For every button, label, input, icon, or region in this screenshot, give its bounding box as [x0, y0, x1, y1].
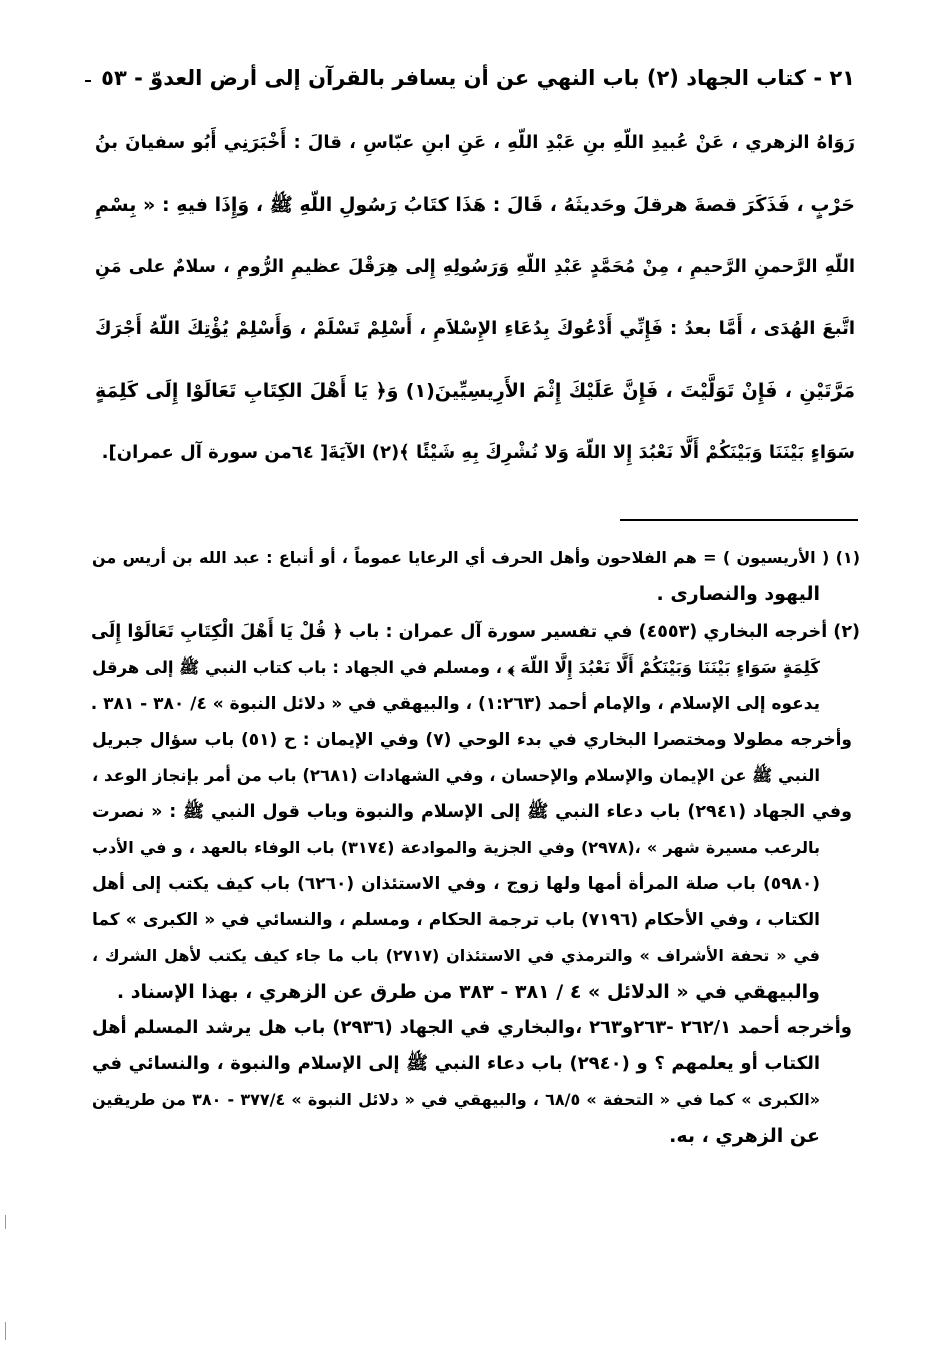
footnote-line: «الكبرى » كما في « التحفة » ٦٨/٥ ، والبيهقي في « دلائل النبوة » ٣٧٧/٤ - ٣٨٠ من طريقين [92, 1090, 821, 1109]
text-line: رَوَاهُ الزهري ، عَنْ عُبيدِ اللّهِ بنِ عَبْدِ اللّهِ ، عَنِ ابنِ عبّاسِ ، قالَ : أَخْبَرَنِي أَبُو سفيانَ بنُ [95, 132, 855, 153]
footnote-line: الكتاب أو يعلمهم ؟ و (٢٩٤٠) باب دعاء النبي ﷺ إلى الإسلام والنبوة ، والنسائي في [92, 1053, 820, 1074]
header-title: ٢١ - كتاب الجهاد (٢) باب النهي عن أن يسافر بالقرآن إلى أرض العدوّ - ٥٣ [101, 66, 855, 90]
text-line: اللّهِ الرَّحمنِ الرَّحيمِ ، مِنْ مُحَمَّدٍ عَبْدِ اللّهِ وَرَسُولِهِ إِلى هِرَقْلَ عظيمِ الرُّومِ ، سلامٌ على مَنِ [95, 257, 855, 277]
footnote-line: اليهود والنصارى . [656, 583, 820, 605]
hadith-text [95, 112, 855, 484]
footnote-line: (٢) أخرجه البخاري (٤٥٥٣) في تفسير سورة آل عمران : باب ﴿ قُلْ يَا أَهْلَ الْكِتَابِ تَعَالَوْا إِلَى [90, 622, 860, 642]
text-line: مَرَّتَيْنِ ، فَإِنْ تَوَلَّيْتَ ، فَإِنَّ عَلَيْكَ إِثْمَ الأَرِيسِيِّينَ(١) وَ﴿ يَا أَهْلَ الكِتَابِ تَعَالَوْا إِلَى كَلِمَةٍ [95, 380, 855, 402]
scan-edge-mark [5, 1322, 6, 1340]
footnote-line: الكتاب ، وفي الأحكام (٧١٩٦) باب ترجمة الحكام ، ومسلم ، والنسائي في « الكبرى » كما [92, 910, 820, 930]
footnotes [92, 540, 860, 1154]
footnote-line: (٥٩٨٠) باب صلة المرأة أمها ولها زوج ، وفي الاستئذان (٦٢٦٠) باب كيف يكتب إلى أهل [92, 874, 821, 894]
footnote-line: وأخرجه مطولا ومختصرا البخاري في بدء الوحي (٧) وفي الإيمان : ح (٥١) باب سؤال جبريل [92, 730, 852, 750]
footnote-line: (١) ( الأريسيون ) = هم الفلاحون وأهل الحرف أي الرعايا عموماً ، أو أتباع : عبد الله بن أريس من [92, 548, 860, 567]
header-rule [85, 80, 91, 82]
footnote-line: وفي الجهاد (٢٩٤١) باب دعاء النبي ﷺ إلى الإسلام والنبوة وباب قول النبي ﷺ : « نصرت [92, 802, 852, 822]
footnote-line: بالرعب مسيرة شهر » ،(٢٩٧٨) وفي الجزية والموادعة (٣١٧٤) باب الوفاء بالعهد ، و في الأدب [92, 838, 821, 857]
text-line: حَرْبٍ ، فَذَكَرَ قصةَ هرقلَ وحَديثَهُ ، قَالَ : هَذَا كتَابُ رَسُولِ اللّهِ ﷺ ، وَإِذَا فيهِ : « بِسْمِ [95, 194, 855, 216]
footnote-line: عن الزهري ، به. [669, 1125, 820, 1147]
scan-edge-mark [5, 1215, 6, 1229]
text-line: سَوَاءٍ بَيْنَنَا وَبَيْنَكُمْ أَلَّا نَعْبُدَ إِلا اللّهَ وَلا نُشْرِكَ بِهِ شَيْئًا ﴾(٢) الآيَةَ[ ٦٤من سورة آل عمران]. [101, 442, 855, 463]
footnote-line: يدعوه إلى الإسلام ، والإمام أحمد (١:٢٦٣) ، والبيهقي في « دلائل النبوة » ٤/ ٣٨٠ - ٣٨١ . [90, 694, 820, 714]
footnote-line: والبيهقي في « الدلائل » ٤ / ٣٨١ - ٣٨٣ من طرق عن الزهري ، بهذا الإسناد . [116, 981, 820, 1003]
footnote-line: وأخرجه أحمد ٢٦٢/١ -٢٦٣و٢٦٣ ،والبخاري في الجهاد (٢٩٣٦) باب هل يرشد المسلم أهل [92, 1017, 852, 1038]
text-line: اتَّبعَ الهُدَى ، أَمَّا بعدُ : فَإِنِّي أَدْعُوكَ بِدُعَاءِ الإِسْلاَمِ ، أَسْلِمْ تَسْلَمْ ، وَأَسْلِمْ يُؤْتِكَ اللّهُ أَجْرَكَ [95, 318, 855, 339]
footnote-separator [620, 519, 858, 521]
footnote-line: النبي ﷺ عن الإيمان والإسلام والإحسان ، وفي الشهادات (٢٦٨١) باب من أمر بإنجاز الوعد ، [92, 766, 820, 785]
footnote-line: في « تحفة الأشراف » والترمذي في الاستئذان (٢٧١٧) باب ما جاء كيف يكتب لأهل الشرك ، [92, 946, 820, 965]
footnote-line: كَلِمَةٍ سَوَاءٍ بَيْنَنَا وَبَيْنَكُمْ أَلَّا نَعْبُدَ إِلَّا اللّهَ ﴾ ، ومسلم في الجهاد : باب كتاب النبي ﷺ إلى هرقل [92, 658, 820, 677]
running-header [85, 58, 855, 98]
